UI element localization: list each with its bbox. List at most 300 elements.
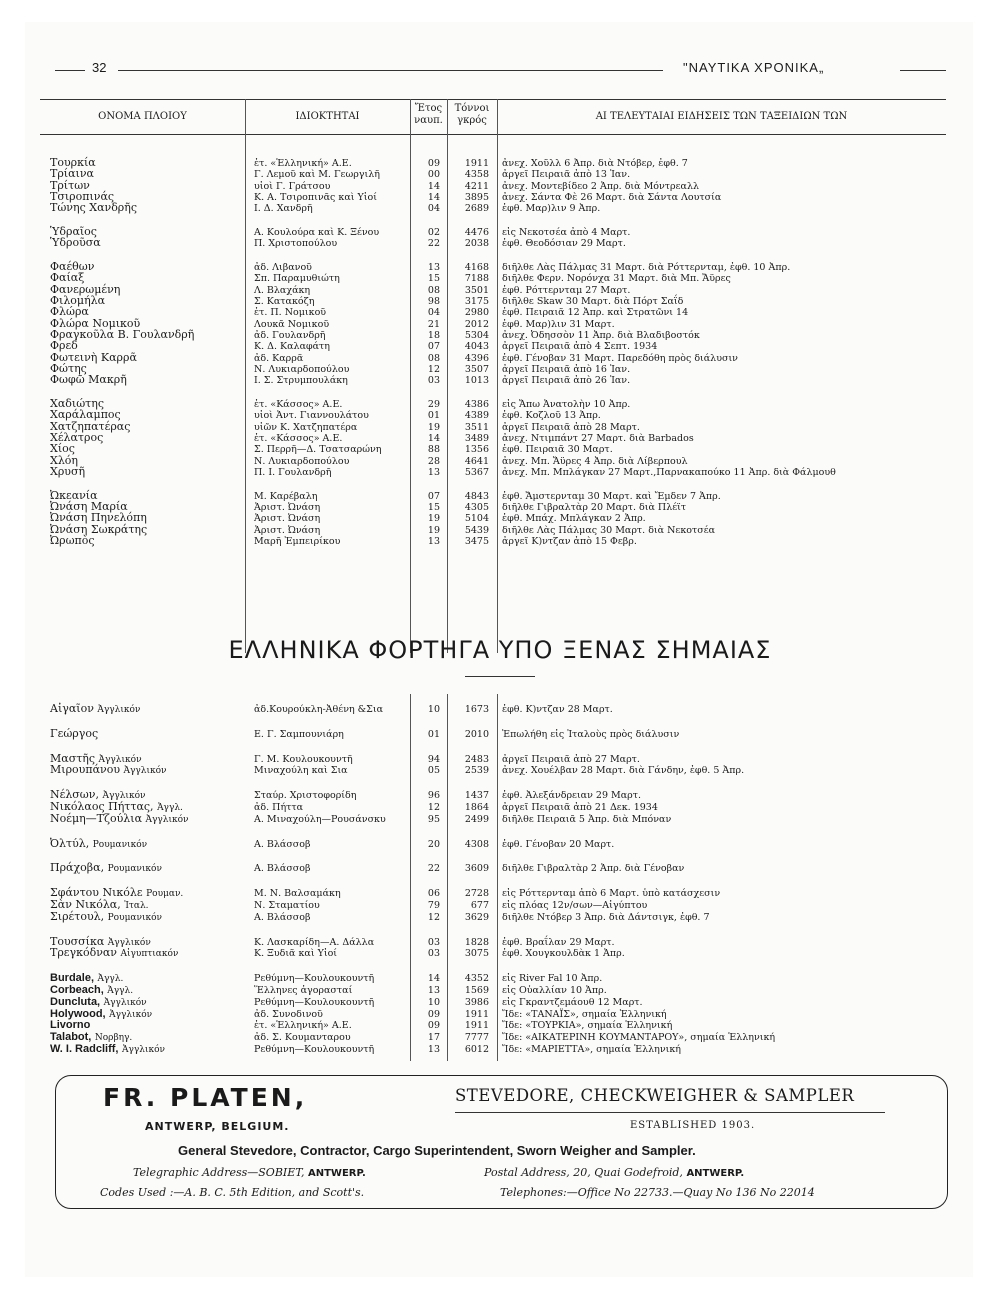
ship-owner: Ι. Δ. Χανδρῆ (254, 203, 313, 215)
ship-name: Νικόλαος Πήττας, (50, 800, 154, 813)
ship-tonnage: 7188 (464, 273, 489, 285)
ship-flag: Ἀγγλικόν (102, 791, 146, 802)
ship-tonnage: 3507 (464, 364, 489, 375)
ship-name-cell (50, 862, 162, 875)
ship-tonnage: 2483 (464, 753, 489, 765)
ship-year: 05 (427, 765, 440, 777)
ship-owner: Σ. Κατακόζη (254, 295, 315, 307)
col-header-owner: ΙΔΙΟΚΤΗΤΑΙ (295, 111, 360, 122)
journal-title: "ΝΑΥΤΙΚΑ ΧΡΟΝΙΚΑ„ (683, 60, 825, 75)
ship-name: Τουσσίκα (50, 934, 105, 948)
ship-owner: ἑτ. «Κάσσος» Α.Ε. (254, 432, 343, 444)
ship-tonnage: 1911 (464, 1020, 489, 1032)
col-divider-owner (245, 99, 246, 653)
ship-flag: Ἀγγλ. (157, 803, 183, 813)
advert-telephones: Telephones:—Office No 22733.—Quay No 136 No 22014 (500, 1186, 815, 1199)
advert-telegraphic-city: ANTWERP. (308, 1168, 366, 1179)
ship-year: 04 (427, 203, 440, 215)
ship-year: 06 (427, 888, 440, 900)
page-number: 32 (92, 60, 107, 75)
ship-name: Νοέμη—Τζούλια (50, 811, 143, 825)
ship-tonnage: 4396 (464, 352, 489, 364)
ship-name-cell (50, 838, 147, 851)
ship-owner: ἀδ. Πήττα (254, 802, 304, 813)
ship-tonnage: 1356 (464, 444, 489, 456)
ship-tonnage: 5367 (464, 467, 489, 478)
ship-tonnage: 2499 (464, 813, 489, 825)
ship-name-cell (50, 813, 189, 826)
advert-postal (484, 1166, 744, 1179)
ship-year: 13 (427, 467, 440, 478)
ship-name-cell (50, 703, 140, 716)
ship-owner: Μ. Καρέβαλη (254, 490, 318, 502)
ship-flag: Ἀγγλικόν (103, 997, 147, 1008)
ship-news: ἀργεῖ Πειραιᾶ ἀπὸ 4 Σεπτ. 1934 (502, 341, 658, 353)
ship-news: ἀνεχ. Χουέλβαν 28 Μαρτ. διὰ Γάνδην, ἐφθ. 5 Ἀπρ. (502, 765, 745, 777)
ship-tonnage: 4843 (464, 490, 489, 502)
col-header-ship: ΟΝΟΜΑ ΠΛΟΙΟΥ (98, 111, 187, 122)
col-header-year (410, 103, 447, 127)
ship-news: ἀργεῖ Πειραιᾶ ἀπὸ 27 Μαρτ. (502, 753, 640, 765)
section-title-underline (465, 676, 535, 677)
ship-flag: Ἀγγλικόν (97, 705, 141, 715)
ship-tonnage: 2689 (464, 203, 489, 215)
ship-flag: Ἀγγλικόν (109, 1009, 153, 1020)
ship-tonnage: 6012 (464, 1044, 489, 1055)
ship-year: 01 (427, 410, 440, 422)
ship-tonnage: 2980 (464, 307, 489, 319)
ship-tonnage: 677 (470, 900, 489, 911)
ship-news: διῆλθε Γιβραλτὰρ 2 Ἀπρ. διὰ Γένοβαν (502, 863, 685, 875)
ship-tonnage: 7777 (464, 1032, 489, 1044)
ship-year: 09 (427, 1020, 440, 1032)
ship-flag: Ἀγγλ. (97, 974, 124, 985)
ship-news: διῆλθε Skaw 30 Μαρτ. διὰ Πόρτ Σαΐδ (502, 295, 684, 307)
ship-year: 15 (427, 501, 440, 513)
ship-year: 04 (427, 307, 440, 319)
col-divider-news (497, 99, 498, 653)
ship-year: 19 (427, 513, 440, 525)
ship-news: ἐφθ. Ἀλεξάνδρειαν 29 Μαρτ. (502, 790, 642, 802)
ship-year: 17 (427, 1032, 440, 1044)
ship-news: ἀνεχ. Μπ. Μπλάγκαν 27 Μαρτ.,Παρνακαπούκο 11 Ἀπρ. διὰ Φάλμουθ (502, 467, 836, 478)
ship-tonnage: 4352 (464, 973, 489, 985)
ship-name: Χαδιώτης (50, 396, 105, 410)
advert-postal-city: ANTWERP. (686, 1168, 745, 1179)
ship-name: Γεώργος (50, 726, 99, 740)
ship-news: ἐφθ. Ρόττερνταμ 27 Μαρτ. (502, 284, 631, 296)
ship-flag: Ἀγγλικόν (107, 937, 151, 948)
ship-news: διῆλθε Ντόβερ 3 Ἀπρ. διὰ Δάντσιγκ, ἐφθ. 7 (502, 911, 710, 923)
ship-year: 14 (427, 180, 440, 192)
ship-owner: Ν. Λυκιαρδοπούλου (254, 455, 350, 467)
ship-news: ἐφθ. Γένοβαν 20 Μαρτ. (502, 838, 615, 850)
ship-year: 00 (427, 169, 440, 181)
ship-name: Φώτης (50, 362, 87, 375)
ship-name: Ὠκεανία (50, 488, 98, 502)
ship-tonnage: 4305 (464, 501, 489, 513)
ship-tonnage: 1673 (464, 704, 489, 715)
ship-news: ἐφθ. Ἄμστερνταμ 30 Μαρτ. καὶ Ἔμδεν 7 Ἀπρ. (502, 490, 721, 502)
ship-owner: Ρεθύμνη—Κουλουκουντῆ (254, 996, 375, 1008)
ship-year: 03 (427, 936, 440, 948)
ship-tonnage: 5439 (464, 524, 489, 536)
ship-news: ἀργεῖ Πειραιᾶ ἀπὸ 21 Δεκ. 1934 (502, 802, 658, 813)
ship-news: ἀνεχ. Χοῦλλ 6 Ἀπρ. διὰ Ντόβερ, ἐφθ. 7 (502, 158, 688, 169)
ship-tonnage: 1864 (464, 802, 489, 813)
ship-news: διῆλθε Λὰς Πάλμας 30 Μαρτ. διὰ Νεκοτσέα (502, 524, 716, 536)
ship-name: Χέλατρος (50, 430, 104, 444)
ship-year: 19 (427, 524, 440, 536)
ship-year: 95 (427, 813, 440, 825)
ship-name: Holywood, (50, 1007, 106, 1020)
section-title: ΕΛΛΗΝΙΚΑ ΦΟΡΤΗΓΑ ΥΠΟ ΞΕΝΑΣ ΣΗΜΑΙΑΣ (228, 636, 772, 664)
ship-year: 19 (427, 421, 440, 433)
advert-telegraphic-label: Telegraphic Address—SOBIET, (133, 1166, 305, 1179)
advert-location: ANTWERP, BELGIUM. (145, 1120, 290, 1133)
ship-year: 12 (427, 911, 440, 923)
ship-tonnage: 5304 (464, 329, 489, 341)
ship-tonnage: 3629 (464, 911, 489, 923)
ship-news: ἐφθ. Πειραιᾶ 30 Μαρτ. (502, 444, 613, 456)
ship-name: Πράχοβα, (50, 861, 105, 875)
ship-owner: Κ. Α. Τσιροπινᾶς καὶ Υἱοί (254, 192, 377, 204)
ship-name: Talabot, (50, 1031, 92, 1044)
ship-tonnage: 3475 (464, 535, 489, 547)
ship-name: Χαράλαμπος (50, 408, 121, 422)
ship-news: εἰς Ρόττερνταμ ἀπὸ 6 Μαρτ. ὑπὸ κατάσχεσιν (502, 888, 721, 900)
advert-name: FR. PLATEN, (103, 1083, 308, 1112)
ship-name: Τσιροπινάς (50, 190, 115, 204)
ship-name: Ὠνάση Σωκράτης (50, 522, 148, 536)
ship-news: εἰς Οὐαλλίαν 10 Ἀπρ. (502, 985, 607, 996)
ship-owner: Σπ. Παραμυθιώτη (254, 273, 340, 285)
ship-owner: ἑτ. «Ἑλληνική» Α.Ε. (254, 1020, 352, 1032)
foreign-col-divider-news (497, 694, 498, 1061)
ship-owner: ἑτ. «Κάσσος» Α.Ε. (254, 398, 343, 410)
advert-services: General Stevedore, Contractor, Cargo Superintendent, Sworn Weigher and Sampler. (178, 1143, 696, 1158)
ship-name: Τρεγκόδναν (50, 946, 117, 960)
ship-news: διῆλθε Πειραιᾶ 5 Ἀπρ. διὰ Μπόναν (502, 813, 672, 825)
ship-flag: Ἀγγλικόν (123, 766, 167, 777)
ship-tonnage: 4476 (464, 226, 489, 238)
ship-owner: Ε. Γ. Σαμπουνιάρη (254, 728, 344, 740)
ship-news: ἀργεῖ Πειραιᾶ ἀπὸ 13 Ἰαν. (502, 169, 631, 181)
ship-news: εἰς πλόας 12ν/σων—Αἰγύπτου (502, 900, 648, 911)
ship-tonnage: 1569 (464, 985, 489, 996)
ship-tonnage: 4389 (464, 410, 489, 422)
advert-established: ESTABLISHED 1903. (630, 1120, 756, 1131)
ship-year: 14 (427, 973, 440, 985)
col-header-tons-line1: Τόννοι (454, 103, 490, 114)
ship-name: Μαστῆς (50, 751, 96, 765)
ship-news: ἀνεχ. Ντιμπάντ 27 Μαρτ. διὰ Barbados (502, 432, 694, 444)
ship-name: Corbeach, (50, 984, 104, 996)
ship-news: ἐφθ. Κοζλοῦ 13 Ἀπρ. (502, 410, 601, 422)
ship-flag: Ρουμαν. (146, 889, 184, 900)
ship-tonnage: 1828 (464, 936, 489, 948)
ship-name: Ὑδραῖος (50, 224, 97, 238)
ship-news: ἀργεῖ Πειραιᾶ ἀπὸ 16 Ἰαν. (502, 364, 631, 375)
ship-news: Ἴδε: «ΜΑΡΙΕΤΤΑ», σημαία Ἑλληνική (502, 1044, 681, 1055)
ship-owner: Ν. Λυκιαρδοπούλου (254, 364, 350, 375)
ship-owner: Σταύρ. Χριστοφορίδη (254, 790, 357, 802)
ship-news: ἐφθ. Θεοδόσιαν 29 Μαρτ. (502, 238, 626, 250)
ship-year: 13 (427, 985, 440, 996)
ship-news: ἐφθ. Μαρ)λιν 9 Ἀπρ. (502, 203, 601, 215)
ship-tonnage: 3501 (464, 284, 489, 296)
ship-year: 08 (427, 284, 440, 296)
ship-owner: Μιναχούλη καὶ Σια (254, 765, 348, 777)
advert-postal-label: Postal Address, 20, Quai Godefroid, (484, 1166, 683, 1179)
advert-telegraphic (133, 1166, 366, 1179)
ship-owner: Κ. Λασκαρίδη—Α. Δάλλα (254, 936, 375, 948)
ship-name: Φωφῶ Μακρῆ (50, 373, 127, 387)
ship-owner: Π. Ι. Γουλανδρῆ (254, 467, 332, 478)
ship-name: Σὰν Νικόλα, (50, 898, 121, 911)
ship-owner: Ἀριστ. Ὠνάση (254, 513, 321, 525)
ship-tonnage: 3511 (464, 421, 489, 433)
ship-flag: Ἀγγλικόν (121, 1045, 165, 1055)
ship-tonnage: 2012 (464, 318, 489, 330)
ship-news: ἀργεῖ Πειραιᾶ ἀπὸ 28 Μαρτ. (502, 421, 640, 433)
ship-news: ἐφθ. Βραΐλαν 29 Μαρτ. (502, 936, 615, 948)
ship-year: 29 (427, 398, 440, 410)
ship-tonnage: 3489 (464, 432, 489, 444)
ship-tonnage: 3895 (464, 192, 489, 204)
ship-name: Νέλσων, (50, 788, 99, 802)
ship-name: Duncluta, (50, 995, 101, 1008)
ship-owner: ἑτ. «Ἑλληνική» Α.Ε. (254, 158, 352, 169)
ship-tonnage: 2728 (464, 888, 489, 900)
ship-name-cell (50, 764, 167, 777)
col-header-tons-line2: γκρός (457, 115, 487, 126)
ship-year: 12 (427, 802, 440, 813)
ship-owner: ἑτ. Π. Νομικοῦ (254, 307, 327, 319)
ship-year: 96 (427, 790, 440, 802)
ship-year: 20 (427, 838, 440, 850)
ship-owner: Ν. Σταματίου (254, 900, 320, 911)
ship-year: 79 (427, 900, 440, 911)
ship-news: Ἴδε: «ΑΙΚΑΤΕΡΙΝΗ ΚΟΥΜΑΝΤΑΡΟΥ», σημαία Ἑλληνική (502, 1032, 776, 1044)
ship-name: Φλώρα Νομικοῦ (50, 316, 141, 330)
ship-news: εἰς Ἄπω Ἀνατολὴν 10 Ἀπρ. (502, 398, 631, 410)
ship-owner: υἱοὶ Γ. Γράτσου (254, 180, 331, 192)
ship-news: διῆλθε Φερν. Νορόνχα 31 Μαρτ. διὰ Μπ. Ἄϋρες (502, 273, 731, 285)
ship-name-cell (50, 1043, 165, 1056)
ship-name: Φιλομήλα (50, 293, 106, 307)
ship-tonnage: 4358 (464, 169, 489, 181)
ship-flag: Ἀγγλικόν (145, 814, 189, 825)
ship-flag: Ρουμανικόν (107, 912, 163, 923)
col-header-year-line1: Ἔτος (414, 103, 443, 114)
ship-year: 08 (427, 352, 440, 364)
ship-news: ἐφθ. Χουγκουλδὰκ 1 Ἀπρ. (502, 948, 625, 960)
ship-year: 15 (427, 273, 440, 285)
ship-year: 13 (427, 261, 440, 273)
table-top-rule (40, 99, 946, 100)
col-header-news: ΑΙ ΤΕΛΕΥΤΑΙΑΙ ΕΙΔΗΣΕΙΣ ΤΩΝ ΤΑΞΕΙΔΙΩΝ ΤΩΝ (595, 111, 848, 122)
ship-news: ἐφθ. Κ)ντζαν 28 Μαρτ. (502, 704, 613, 715)
ship-owner: Λ. Βλαχάκη (254, 284, 311, 296)
ship-owner: Α. Κουλούρα καὶ Κ. Ξένου (254, 226, 380, 238)
ship-news: ἐφθ. Γένοβαν 31 Μαρτ. Παρεδόθη πρὸς διάλυσιν (502, 352, 738, 364)
ship-year: 18 (427, 329, 440, 341)
col-header-tons (447, 103, 497, 127)
ship-year: 88 (427, 444, 440, 456)
ship-year: 94 (427, 753, 440, 765)
header-rule-left (55, 70, 85, 71)
ship-news: διῆλθε Γιβραλτὰρ 20 Μαρτ. διὰ Πλέϊτ (502, 501, 687, 513)
ship-owner: υἱῶν Κ. Χατζηπατέρα (254, 421, 358, 433)
ship-flag: Ἰταλ. (124, 901, 149, 911)
ship-name: Τρίτων (50, 178, 90, 192)
advert-codes: Codes Used :—A. B. C. 5th Edition, and Scott's. (100, 1186, 365, 1199)
ship-name: Ὑδροῦσα (50, 236, 101, 250)
ship-year: 21 (427, 318, 440, 330)
ship-year: 02 (427, 226, 440, 238)
ship-news: ἐφθ. Μαρ)λιν 31 Μαρτ. (502, 318, 615, 330)
ship-name: Ὀλτύλ, (50, 836, 90, 850)
ship-tonnage: 4386 (464, 398, 489, 410)
ship-owner: ἀδ. Καρρᾶ (254, 352, 304, 364)
ship-name: Χρυσῆ (50, 465, 86, 478)
ship-owner: ἀδ. Λιβανοῦ (254, 261, 312, 273)
ship-year: 22 (427, 238, 440, 250)
ship-owner: Κ. Δ. Καλαφάτη (254, 341, 330, 353)
ship-owner: Π. Χριστοπούλου (254, 238, 338, 250)
ship-name: Τώνης Χανδρῆς (50, 201, 138, 215)
ship-news: Ἴδε: «ΤΑΝΑΪΣ», σημαία Ἑλληνική (502, 1008, 667, 1020)
ship-news: Ἐπωλήθη εἰς Ἰταλοὺς πρὸς διάλυσιν (502, 728, 680, 740)
ship-owner: Σ. Περρῆ—Δ. Τσατσαρώνη (254, 444, 382, 456)
ship-year: 10 (427, 996, 440, 1008)
ship-tonnage: 4211 (464, 180, 489, 192)
ship-name: Burdale, (50, 972, 95, 985)
ship-name: Τουρκία (50, 156, 96, 169)
ship-tonnage: 2038 (464, 238, 489, 250)
ship-name: Ὠρωπὸς (50, 533, 95, 547)
ship-year: 03 (427, 948, 440, 960)
ship-owner: Α. Μιναχούλη—Ρουσάνσκυ (254, 813, 386, 825)
advert-trade-underline (455, 1112, 885, 1113)
ship-tonnage: 2010 (464, 728, 489, 740)
ship-name: Μιρουπάνου (50, 763, 121, 777)
ship-year: 98 (427, 295, 440, 307)
ship-name: Ὠνάση Πηνελόπη (50, 511, 147, 525)
advert-trade: STEVEDORE, CHECKWEIGHER & SAMPLER (455, 1086, 855, 1105)
ship-year: 14 (427, 192, 440, 204)
ship-name: Φρεδ (50, 339, 78, 353)
ship-name-cell (50, 1019, 90, 1031)
ship-tonnage: 3609 (464, 863, 489, 875)
ship-year: 13 (427, 1044, 440, 1055)
ship-flag: Ρουμανικόν (107, 864, 162, 875)
table-header-rule (40, 134, 946, 135)
ship-news: ἀνεχ. Μοντεβίδεο 2 Ἀπρ. διὰ Μόντρεαλλ (502, 180, 700, 192)
ship-news: ἐφθ. Μπάχ. Μπλάγκαν 2 Ἀπρ. (502, 513, 646, 525)
ship-tonnage: 4168 (464, 261, 489, 273)
ship-flag: Ρουμανικόν (92, 839, 148, 850)
ship-name: Τρίαινα (50, 167, 94, 181)
ship-name: Αἰγαῖον (50, 702, 94, 715)
ship-name: Χλόη (50, 453, 79, 467)
ship-name: W. I. Radcliff, (50, 1043, 119, 1055)
ship-name-cell (50, 911, 162, 924)
ship-news: ἀνεχ. Ὀδησσὸν 11 Ἀπρ. διὰ Βλαδιβοστόκ (502, 329, 700, 341)
ship-name: Ὠνάση Μαρία (50, 499, 128, 513)
ship-flag: Ἀγγλ. (107, 986, 134, 996)
ship-year: 28 (427, 455, 440, 467)
ship-news: εἰς Νεκοτσέα ἀπὸ 4 Μαρτ. (502, 226, 631, 238)
ship-owner: Μ. Ν. Βαλσαμάκη (254, 888, 341, 900)
ship-news: Ἴδε: «ΤΟΥΡΚΙΑ», σημαία Ἑλληνική (502, 1020, 673, 1032)
ship-year: 10 (427, 704, 440, 715)
ship-owner: ἀδ.Κουρούκλη-Ἀθένη &Σια (254, 704, 383, 715)
ship-tonnage: 3175 (464, 295, 489, 307)
ship-owner: ἀδ. Σ. Κουμανταρου (254, 1032, 351, 1044)
ship-news: ἀνεχ. Μπ. Ἄϋρες 4 Ἀπρ. διὰ Λίβερπουλ (502, 455, 688, 467)
ship-owner: Μαρῆ Ἐμπειρίκου (254, 535, 341, 547)
ship-owner: Ι. Σ. Στρυμπουλάκη (254, 375, 348, 387)
ship-tonnage: 1437 (464, 790, 489, 802)
ship-year: 07 (427, 341, 440, 353)
ship-owner: Κ. Ξυδιᾶ καὶ Υἱοί (254, 948, 338, 960)
ship-flag: Νορβηγ. (94, 1033, 133, 1044)
ship-owner: Ἕλληνες ἀγορασταί (254, 985, 353, 996)
ship-year: 09 (427, 158, 440, 169)
ship-tonnage: 5104 (464, 513, 489, 525)
ship-owner: Ἀριστ. Ὠνάση (254, 501, 321, 513)
ship-name: Χίος (50, 442, 75, 456)
ship-year: 12 (427, 364, 440, 375)
ship-tonnage: 1013 (464, 375, 489, 387)
ship-name: Χατζηπατέρας (50, 419, 131, 433)
ship-news: ἀργεῖ Πειραιᾶ ἀπὸ 26 Ἰαν. (502, 375, 631, 387)
ship-tonnage: 4308 (464, 838, 489, 850)
ship-owner: ἀδ. Συνοδινοῦ (254, 1008, 323, 1020)
ship-year: 13 (427, 535, 440, 547)
ship-name-cell (50, 947, 178, 960)
ship-flag: Αἰγυπτιακόν (120, 949, 179, 960)
ship-news: ἀνεχ. Σάντα Φὲ 26 Μαρτ. διὰ Σάντα Λουτσία (502, 192, 722, 204)
ship-name: Φωτεινὴ Καρρᾶ (50, 350, 137, 364)
ship-news: ἀργεῖ Κ)ντζαν ἀπὸ 15 Φεβρ. (502, 535, 637, 547)
ship-name: Φλώρα (50, 305, 89, 319)
header-rule-right (900, 70, 946, 71)
ship-owner: Γ. Λεμοῦ καὶ Μ. Γεωργιλῆ (254, 169, 380, 181)
ship-owner: Γ. Μ. Κουλουκουντῆ (254, 753, 353, 765)
ship-year: 14 (427, 432, 440, 444)
ship-owner: Ρεθύμνη—Κουλουκουντῆ (254, 1044, 375, 1055)
ship-tonnage: 4641 (464, 455, 489, 467)
ship-news: ἐφθ. Πειραιᾶ 12 Ἀπρ. καὶ Στρατῶνι 14 (502, 307, 689, 319)
ship-name: Φραγκοῦλα Β. Γουλανδρῆ (50, 327, 195, 341)
ship-owner: Α. Βλάσσοβ (254, 863, 311, 875)
ship-name: Livorno (50, 1019, 91, 1032)
ship-tonnage: 1911 (464, 158, 489, 169)
ship-year: 01 (427, 728, 440, 740)
ship-owner: Α. Βλάσσοβ (254, 911, 311, 923)
ship-year: 03 (427, 375, 440, 387)
ship-news: εἰς Γκραντζεμάουθ 12 Μαρτ. (502, 996, 643, 1008)
ship-owner: Ἀριστ. Ὠνάση (254, 524, 321, 536)
ship-flag: Ἀγγλικόν (98, 754, 142, 765)
ship-owner: Ρεθύμνη—Κουλουκουντῆ (254, 973, 375, 985)
ship-year: 07 (427, 490, 440, 502)
ship-tonnage: 3075 (464, 948, 489, 960)
ship-name: Φαέθων (50, 259, 95, 273)
